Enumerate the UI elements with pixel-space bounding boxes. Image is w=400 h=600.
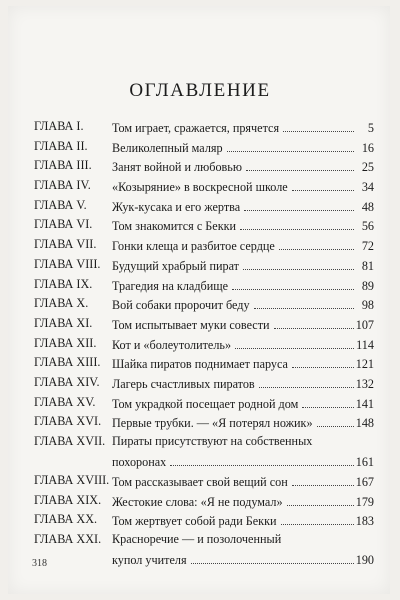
page-ref: 148 [355,416,374,431]
chapter-number: ГЛАВА III. [34,158,92,173]
page-ref: 121 [355,357,374,372]
page-ref: 183 [355,514,374,529]
chapter-title: Том играет, сражается, прячется [112,121,280,135]
toc-entry [34,254,374,274]
dot-leader [281,512,354,525]
chapter-number: ГЛАВА XII. [34,335,97,350]
dot-leader [246,158,354,171]
dot-leader [287,493,354,506]
dot-leader [292,355,354,368]
page-ref: 81 [361,258,374,273]
chapter-title: Том рассказывает свой вещий сон [112,475,288,489]
page-ref: 98 [361,298,374,313]
dot-leader [292,473,354,486]
chapter-number: ГЛАВА XX. [34,512,98,527]
toc-entry [34,509,374,529]
chapter-number: ГЛАВА IV. [34,178,91,193]
chapter-title: Занят войной и любовью [112,160,242,175]
chapter-title: похоронах [112,455,167,469]
chapter-number: ГЛАВА XIV. [34,374,100,389]
chapter-title: Том испытывает муки совести [112,317,270,332]
toc-entry [34,274,374,294]
dot-leader [274,316,354,329]
dot-leader [191,551,354,564]
page-ref: 179 [355,494,374,509]
chapter-number: ГЛАВА X. [34,296,89,311]
dot-leader [240,217,354,230]
page-ref: 5 [367,121,374,135]
table-of-contents [34,116,374,568]
chapter-number: ГЛАВА I. [34,119,84,133]
chapter-number: ГЛАВА XVIII. [34,473,110,487]
page-ref: 107 [355,317,374,332]
chapter-title: Жестокие слова: «Я не подумал» [112,494,283,509]
toc-entry [34,313,374,333]
toc-entry [34,470,374,490]
page-ref: 161 [355,455,374,469]
page-ref: 89 [361,278,374,293]
chapter-title: Кот и «болеутолитель» [112,337,232,352]
dot-leader [302,395,353,408]
toc-entry [34,116,374,136]
chapter-number: ГЛАВА VIII. [34,256,101,271]
dot-leader [227,139,354,152]
chapter-title: Будущий храбрый пират [112,258,239,273]
page-ref: 34 [361,180,374,195]
dot-leader [244,198,354,211]
chapter-title: Великолепный маляр [112,140,223,155]
chapter-title: купол учителя [112,553,187,568]
chapter-title: Том украдкой посещает родной дом [112,396,299,411]
chapter-number: ГЛАВА XVII. [34,434,106,448]
toc-entry [34,214,374,234]
chapter-number: ГЛАВА II. [34,138,88,153]
page-ref: 72 [361,239,374,254]
chapter-number: ГЛАВА V. [34,197,87,212]
chapter-number: ГЛАВА IX. [34,276,93,291]
dot-leader [317,414,354,427]
page-ref: 167 [355,475,374,489]
page-ref: 114 [356,337,374,352]
dot-leader [170,453,353,466]
chapter-number: ГЛАВА XIII. [34,355,101,370]
chapter-title: Вой собаки пророчит беду [112,298,250,313]
toc-entry [34,136,374,156]
page-ref: 132 [355,376,374,391]
chapter-title: «Козыряние» в воскресной школе [112,180,288,195]
chapter-number: ГЛАВА VII. [34,237,97,252]
page-title: ОГЛАВЛЕНИЕ [129,80,271,101]
dot-leader [232,277,354,290]
dot-leader [279,237,354,250]
toc-entry [34,411,374,431]
toc-entry [34,529,374,568]
toc-entry [34,234,374,254]
toc-entry [34,293,374,313]
page-ref: 56 [361,219,374,234]
toc-entry [34,490,374,510]
page-ref: 25 [361,160,374,175]
toc-entry [34,175,374,195]
toc-entry [34,333,374,353]
chapter-title: Шайка пиратов поднимает паруса [112,357,288,372]
dot-leader [243,257,354,270]
toc-entry [34,195,374,215]
page-ref: 48 [361,199,374,214]
toc-entry [34,352,374,372]
chapter-title: Том знакомится с Бекки [112,219,237,234]
dot-leader [235,336,354,349]
toc-entry [34,155,374,175]
dot-leader [254,296,354,309]
page-ref: 16 [361,140,374,155]
dot-leader [259,375,354,388]
chapter-title: Гонки клеща и разбитое сердце [112,239,275,254]
chapter-number: ГЛАВА XI. [34,315,93,330]
chapter-title-line1: Красноречие — и позолоченный [112,532,282,547]
chapter-title-line1: Пираты присутствуют на собственных [112,434,313,448]
chapter-number: ГЛАВА XVI. [34,414,102,429]
dot-leader [292,178,354,191]
page-ref: 141 [355,396,374,411]
toc-entry [34,431,374,470]
chapter-title: Трагедия на кладбище [112,278,229,293]
chapter-number: ГЛАВА XIX. [34,492,102,507]
page-number: 318 [32,558,47,569]
page-ref: 190 [355,553,374,568]
chapter-title: Жук-кусака и его жертва [112,199,241,214]
toc-entry [34,392,374,412]
toc-entry [34,372,374,392]
chapter-number: ГЛАВА VI. [34,217,93,232]
dot-leader [283,119,354,132]
chapter-title: Лагерь счастливых пиратов [112,376,255,391]
chapter-number: ГЛАВА XXI. [34,532,102,547]
chapter-title: Первые трубки. — «Я потерял ножик» [112,416,313,431]
chapter-title: Том жертвует собой ради Бекки [112,514,277,529]
chapter-number: ГЛАВА XV. [34,394,96,409]
